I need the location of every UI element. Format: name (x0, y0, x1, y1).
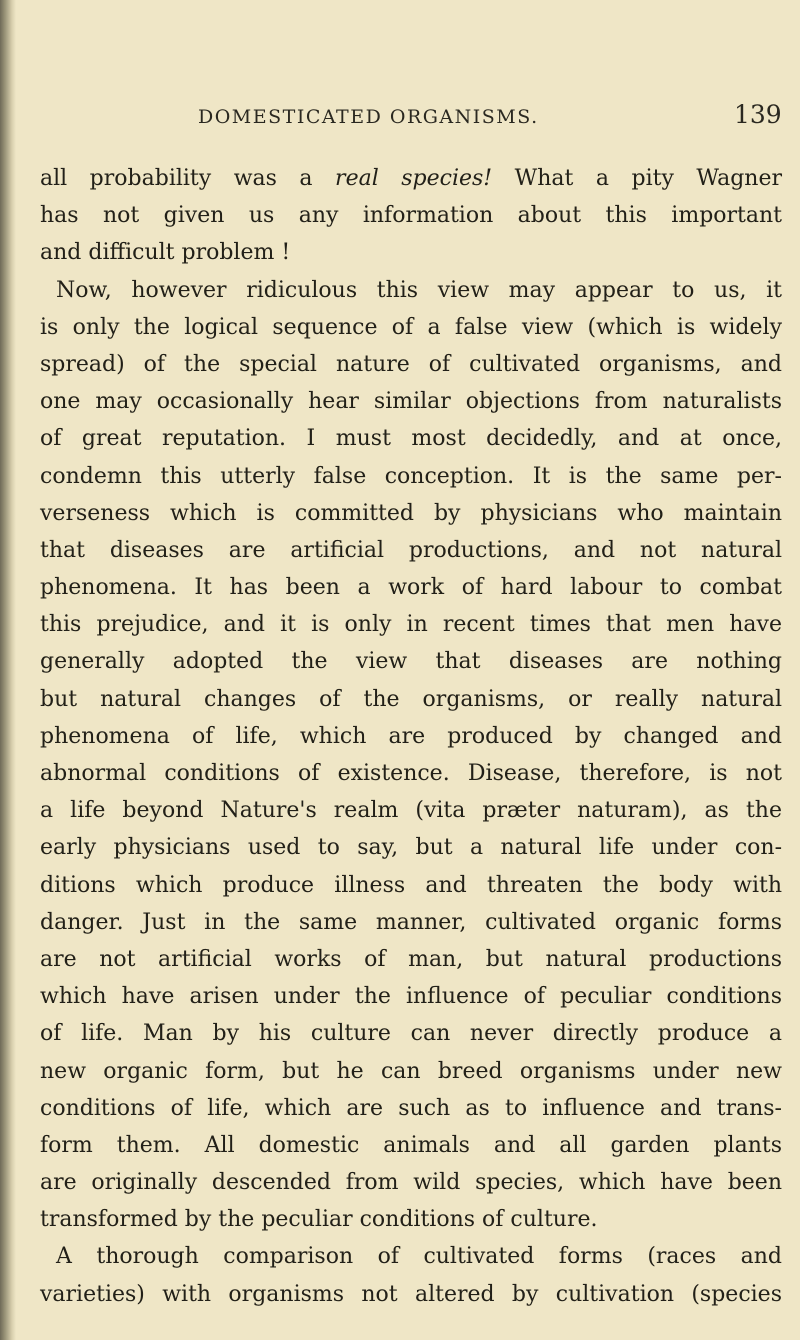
paragraph-start-line: A thorough comparison of cultivated forms (races and (56, 1244, 782, 1270)
text-line: verseness which is committed by physicians who maintain (40, 500, 782, 526)
text-line: this prejudice, and it is only in recent times that men have (40, 612, 782, 638)
text-line: that diseases are artificial productions, and not natural (40, 537, 782, 563)
body-text (40, 160, 782, 1313)
text-line: generally adopted the view that diseases are nothing (40, 649, 782, 675)
text-line: danger. Just in the same manner, cultivated organic forms (40, 909, 782, 935)
text-line: are not artificial works of man, but natural productions (40, 946, 782, 972)
text-line: a life beyond Nature's realm (vita præter naturam), as the (40, 798, 782, 824)
text-line: abnormal conditions of existence. Disease, therefore, is not (40, 761, 782, 786)
text-line (40, 160, 782, 197)
emphasis-text: real species! (335, 166, 493, 191)
text-line: varieties) with organisms not altered by cultivation (species (40, 1281, 782, 1307)
text-line: but natural changes of the organisms, or really natural (40, 686, 782, 712)
text-line: has not given us any information about this important (40, 203, 782, 229)
text-line: which have arisen under the influence of peculiar conditions (40, 984, 782, 1010)
text-line: spread) of the special nature of cultivated organisms, and (40, 351, 782, 377)
text-line: phenomena. It has been a work of hard labour to combat (40, 575, 782, 601)
text-line: one may occasionally hear similar objections from naturalists (40, 389, 782, 415)
text-run: What a pity Wagner (492, 166, 782, 191)
text-line: form them. All domestic animals and all garden plants (40, 1132, 782, 1158)
text-line: conditions of life, which are such as to influence and trans- (40, 1095, 782, 1121)
book-binding-edge (0, 0, 16, 1340)
text-line: condemn this utterly false conception. It is the same per- (40, 463, 782, 489)
running-head: DOMESTICATED ORGANISMS. (198, 106, 539, 128)
text-line: of great reputation. I must most decidedly, and at once, (40, 426, 782, 452)
text-line: are originally descended from wild species, which have been (40, 1170, 782, 1196)
text-line: new organic form, but he can breed organisms under new (40, 1058, 782, 1084)
text-line: phenomena of life, which are produced by changed and (40, 723, 782, 749)
text-line: and difficult problem ! (40, 240, 291, 266)
page-number: 139 (734, 100, 782, 129)
text-line: early physicians used to say, but a natural life under con- (40, 835, 782, 861)
text-line: is only the logical sequence of a false view (which is widely (40, 314, 782, 340)
page-header (0, 100, 800, 144)
text-run: all probability was a (40, 166, 336, 191)
text-line: transformed by the peculiar conditions of culture. (40, 1207, 598, 1233)
text-line: of life. Man by his culture can never directly produce a (40, 1021, 782, 1047)
text-line: ditions which produce illness and threaten the body with (40, 872, 782, 898)
paragraph-start-line: Now, however ridiculous this view may appear to us, it (56, 277, 782, 303)
